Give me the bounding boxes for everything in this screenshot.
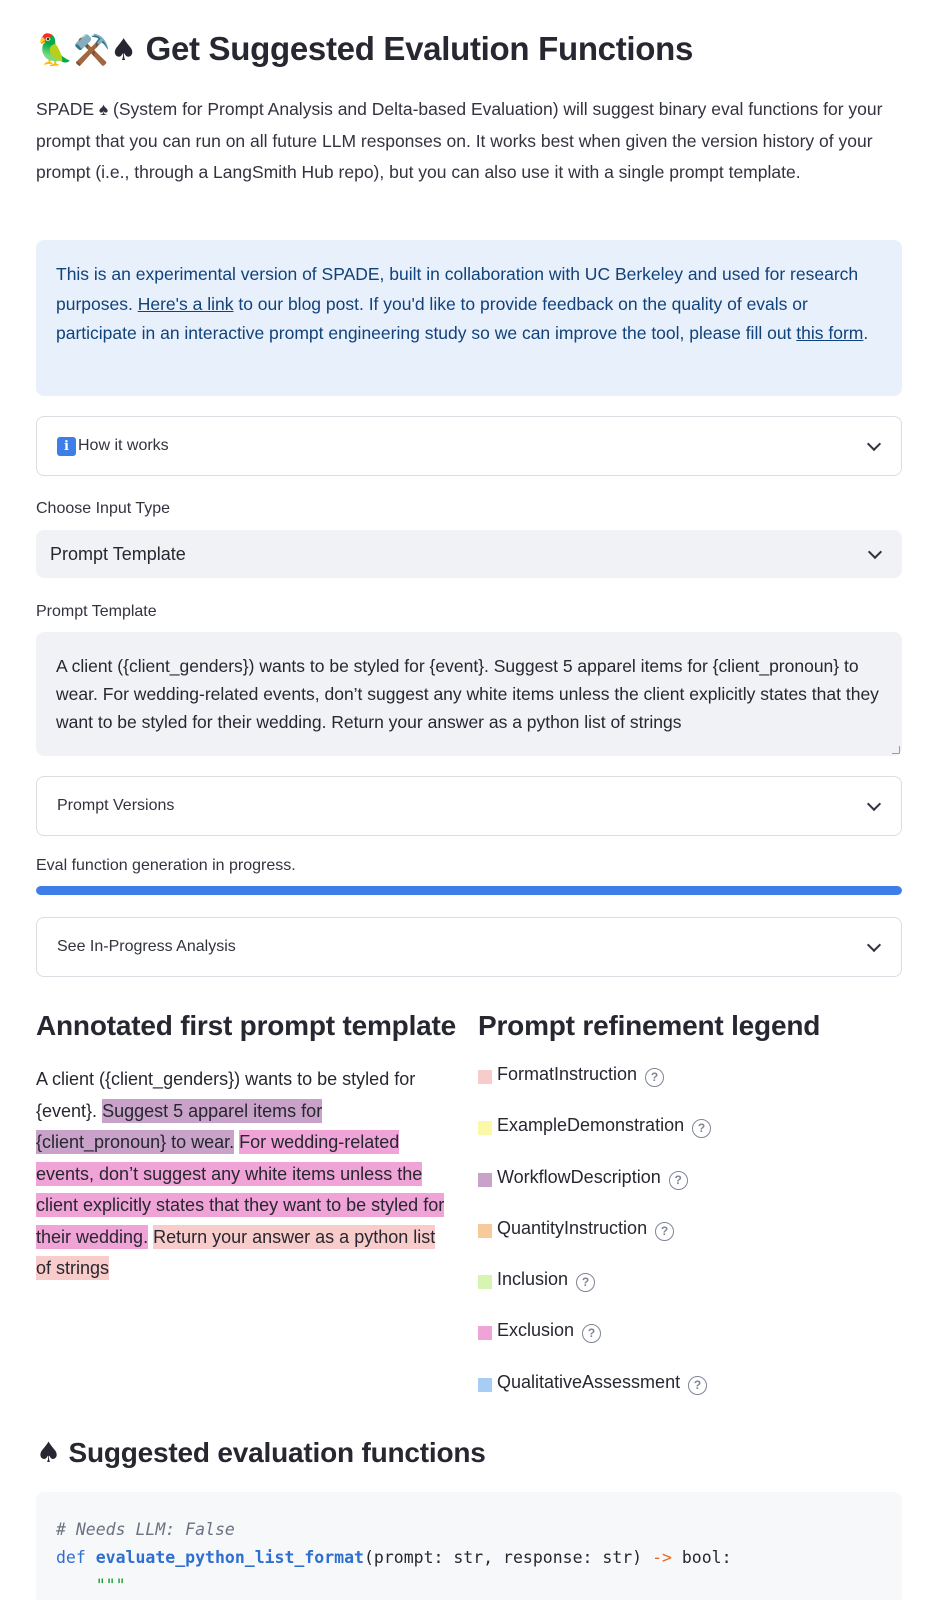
code-def-keyword: def [56,1548,86,1567]
code-function-name: evaluate_python_list_format [95,1548,364,1567]
resize-handle[interactable] [892,746,900,754]
info-text-2: to our blog post. If you'd like to provide feedback on the quality of evals or participate in an interactive prompt engineering study so we can improve the tool, please fill out [56,293,808,343]
plain-segment: A client ({client_genders}) wants to be styled for {event}. [36,1069,416,1121]
in-progress-analysis-label: See In-Progress Analysis [57,938,236,955]
suggested-evals-heading [36,1436,486,1469]
in-progress-analysis-expander[interactable] [36,917,902,977]
legend-item [478,1372,878,1423]
help-icon[interactable]: ? [576,1273,595,1292]
help-icon[interactable]: ? [582,1324,601,1343]
progress-bar-fill [36,886,902,895]
suggested-evals-title: Suggested evaluation functions [68,1437,486,1468]
legend-label: ExampleDemonstration [497,1115,685,1136]
info-callout [36,240,902,396]
help-icon[interactable]: ? [645,1068,664,1087]
how-it-works-label: How it works [78,437,169,454]
legend-item [478,1064,878,1115]
eval-function-code [36,1492,902,1600]
info-text-3: . [863,323,869,343]
chevron-down-icon [867,797,881,811]
prompt-versions-label: Prompt Versions [57,797,175,814]
legend-label: WorkflowDescription [497,1166,661,1187]
chevron-down-icon [868,545,882,559]
highlighted-segment: Return your answer as a python list of strings [36,1226,436,1278]
legend-swatch [478,1070,492,1084]
legend-swatch [478,1378,492,1392]
info-icon: i [57,437,76,456]
code-arrow: -> [652,1548,672,1567]
chevron-down-icon [867,437,881,451]
help-icon[interactable]: ? [688,1376,707,1395]
legend-item [478,1320,878,1371]
info-text-1: This is an experimental version of SPADE, built in collaboration with UC Berkeley and used for research purposes. [56,264,859,314]
progress-label: Eval function generation in progress. [36,857,296,874]
legend-item [478,1167,878,1218]
legend-swatch [478,1275,492,1289]
legend-label: FormatInstruction [497,1064,638,1084]
legend-label: QuantityInstruction [497,1217,648,1238]
prompt-template-textarea[interactable] [36,632,902,756]
page-title-text: Get Suggested Evalution Functions [145,30,694,67]
highlighted-segment: Suggest 5 apparel items for {client_pronoun} to wear. [36,1100,323,1152]
code-comment: # Needs LLM: False [56,1520,235,1539]
feedback-form-link[interactable]: this form [796,323,864,343]
how-it-works-expander[interactable] [36,416,902,476]
blog-post-link[interactable]: Here's a link [137,293,234,314]
highlighted-segment: For wedding-related events, don’t suggest any white items unless the client explicitly states that they want to be styled for their wedding. [36,1132,445,1247]
code-return-type: bool: [671,1548,732,1567]
annotated-template-heading: Annotated first prompt template [36,1010,457,1041]
input-type-label: Choose Input Type [36,500,171,517]
progress-bar [36,886,902,895]
legend-swatch [478,1224,492,1238]
prompt-template-label: Prompt Template [36,603,157,620]
legend-item [478,1218,878,1269]
legend-swatch [478,1121,492,1135]
page-title [36,30,693,68]
legend-label: Inclusion [497,1269,569,1290]
code-params: (prompt: str, response: str) [363,1548,653,1567]
legend-item [478,1115,878,1166]
refinement-legend [478,1064,878,1423]
annotated-prompt-text [36,1064,450,1285]
input-type-value: Prompt Template [50,543,186,564]
input-type-select[interactable] [36,530,902,578]
legend-item [478,1269,878,1320]
help-icon[interactable]: ? [692,1119,711,1138]
legend-label: QualitativeAssessment [497,1371,681,1392]
parrot-tools-spade-icon: 🦜⚒️♠ [36,33,137,68]
intro-text: SPADE ♠ (System for Prompt Analysis and Delta-based Evaluation) will suggest binary eval functions for your prompt that you can run on all future LLM responses on. It works best when given the version history of your prompt (i.e., through a LangSmith Hub repo), but you can also use it with a single prompt template. [36,99,883,182]
help-icon[interactable]: ? [655,1222,674,1241]
prompt-template-value: A client ({client_genders}) wants to be styled for {event}. Suggest 5 apparel items for {client_pronoun} to wear. For wedding-related events, don’t suggest any white items unless the client explicitly states that they want to be styled for their wedding. Return your answer as a python list of strings [56,656,879,732]
chevron-down-icon [867,938,881,952]
legend-label: Exclusion [497,1320,575,1341]
code-docstring: """ [56,1576,126,1595]
spade-icon: ♠ [36,1436,61,1469]
legend-swatch [478,1173,492,1187]
help-icon[interactable]: ? [669,1171,688,1190]
legend-swatch [478,1326,492,1340]
legend-heading: Prompt refinement legend [478,1010,821,1041]
prompt-versions-expander[interactable] [36,776,902,836]
